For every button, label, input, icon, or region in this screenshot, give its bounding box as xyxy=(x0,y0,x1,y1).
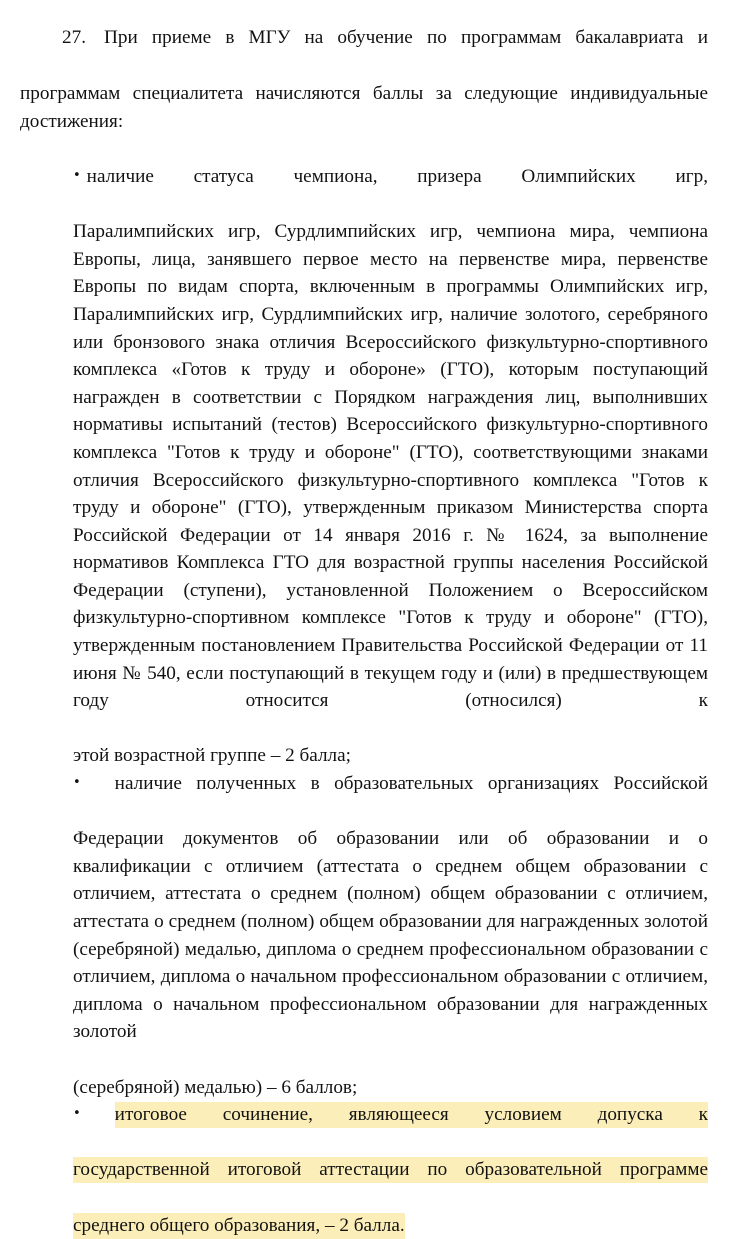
bullet-icon: • xyxy=(73,775,81,791)
document-body xyxy=(20,24,708,1239)
list-item-diploma-honors-first-line xyxy=(20,770,708,825)
clause-intro-first-line xyxy=(20,24,708,79)
list-item-first-line-text: наличие полученных в образовательных организациях Российской xyxy=(114,773,708,795)
clause-intro-line-1: При приеме в МГУ на обучение по программам бакалавриата и xyxy=(104,27,708,48)
list-item-final-essay-tail xyxy=(20,1212,708,1239)
highlighted-text: среднего общего образования, – 2 балла. xyxy=(73,1213,405,1239)
bullet-icon: • xyxy=(73,1106,81,1122)
list-item-sport-achievements-first-line xyxy=(20,163,708,218)
list-item-sport-achievements-body: Паралимпийских игр, Сурдлимпийских игр, чемпиона мира, чемпиона Европы, лица, занявшего первое место на первенстве мира, первенстве Европы по видам спорта, включенным в программы Олимпийских игр, Паралимпийских игр, Сурдлимпийских игр, наличие золотого, серебряного или бронзового знака отличия Всероссийского физкультурно-спортивного комплекса «Готов к труду и обороне» (ГТО), которым поступающий награжден в соответствии с Порядком награждения лиц, выполнивших нормативы испытаний (тестов) Всероссийского физкультурно-спортивного комплекса "Готов к труду и обороне" (ГТО), соответствующими знаками отличия Всероссийского физкультурно-спортивного комплекса "Готов к труду и обороне" (ГТО), утвержденным приказом Министерства спорта Российской Федерации от 14 января 2016 г. № 1624, за выполнение нормативов Комплекса ГТО для возрастной группы населения Российской Федерации (ступени), установленной Положением о Всероссийском физкультурно-спортивном комплексе "Готов к труду и обороне" (ГТО), утвержденным постановлением Правительства Российской Федерации от 11 июня № 540, если поступающий в текущем году и (или) в предшествующем году относится (относился) к xyxy=(73,221,708,712)
highlighted-text: государственной итоговой аттестации по образовательной программе xyxy=(73,1157,708,1183)
list-item-first-line-text: наличие статуса чемпиона, призера Олимпийских игр, xyxy=(86,165,708,187)
clause-number: 27. xyxy=(62,27,86,48)
bullet-icon: • xyxy=(73,167,81,183)
list-item-diploma-honors-tail: (серебряной) медалью) – 6 баллов; xyxy=(73,1076,358,1098)
list-item-first-line-text-highlighted: итоговое сочинение, являющееся условием допуска к xyxy=(115,1102,708,1128)
list-item-diploma-honors-body: Федерации документов об образовании или об образовании и о квалификации с отличием (аттестата о среднем общем образовании с отличием, аттестата о среднем (полном) общем образовании с отличием, аттестата о среднем (полном) общем образовании для награжденных золотой (серебряной) медалью, диплома о среднем профессиональном образовании с отличием, диплома о начальном профессиональном образовании с отличием, диплома о начальном профессиональном образовании для награжденных золотой xyxy=(73,828,708,1043)
list-item-final-essay-body xyxy=(20,1156,708,1211)
clause-intro-rest: программам специалитета начисляются баллы за следующие индивидуальные достижения: xyxy=(20,83,708,132)
list-item-sport-achievements-tail: этой возрастной группе – 2 балла; xyxy=(73,745,351,767)
list-item-final-essay-first-line xyxy=(20,1101,708,1156)
